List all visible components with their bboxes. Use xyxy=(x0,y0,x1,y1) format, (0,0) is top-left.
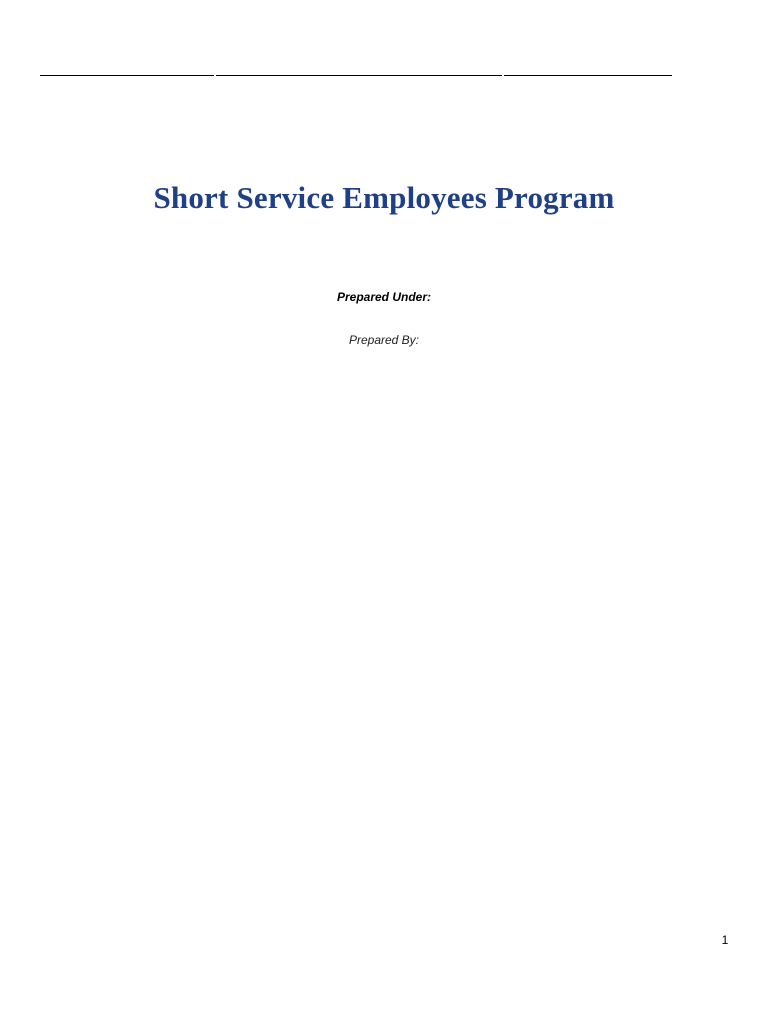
header-rule xyxy=(40,75,672,76)
header-rule-segment xyxy=(504,75,672,76)
document-title: Short Service Employees Program xyxy=(153,180,615,215)
header-rule-segment xyxy=(40,75,214,76)
page-number: 1 xyxy=(721,933,729,947)
prepared-under-label: Prepared Under: xyxy=(336,290,432,304)
prepared-by-label: Prepared By: xyxy=(348,333,420,347)
header-rule-segment xyxy=(216,75,502,76)
